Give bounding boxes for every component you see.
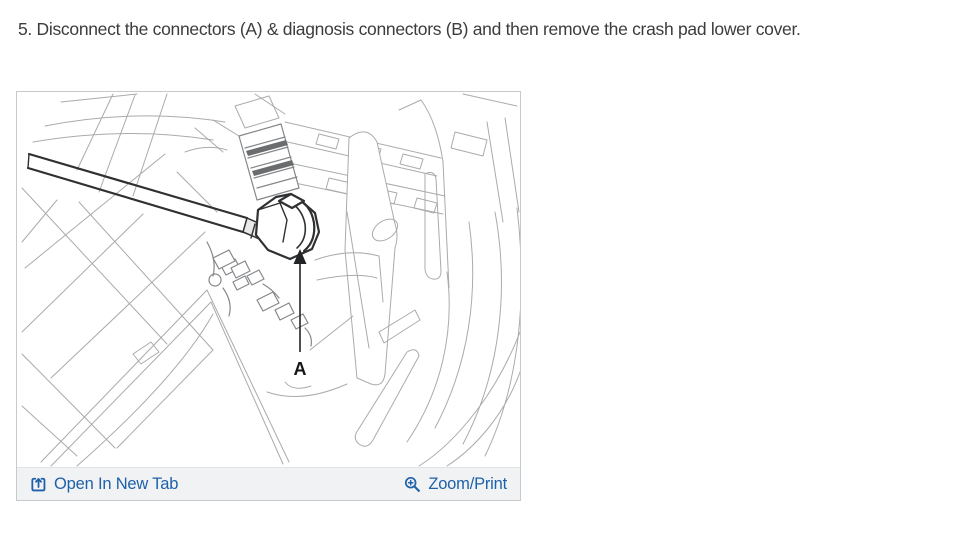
technical-drawing [17,92,520,467]
connector-a [256,194,319,259]
zoom-in-icon [404,476,421,493]
open-in-new-tab-link[interactable] [30,475,178,494]
mating-socket [239,124,299,200]
figure-footer [17,467,520,500]
callout-a [294,249,307,379]
instruction-text: 5. Disconnect the connectors (A) & diagnosis connectors (B) and then remove the crash pad lower cover. [18,19,801,39]
connector-label-a: A [293,359,307,379]
figure-image [17,92,520,467]
zoom-print-link[interactable] [404,475,507,494]
side-panel [345,132,520,466]
open-in-new-tab-label: Open In New Tab [54,474,179,493]
figure-card [16,91,521,501]
zoom-print-label: Zoom/Print [428,474,507,493]
open-in-new-tab-icon [30,476,47,493]
